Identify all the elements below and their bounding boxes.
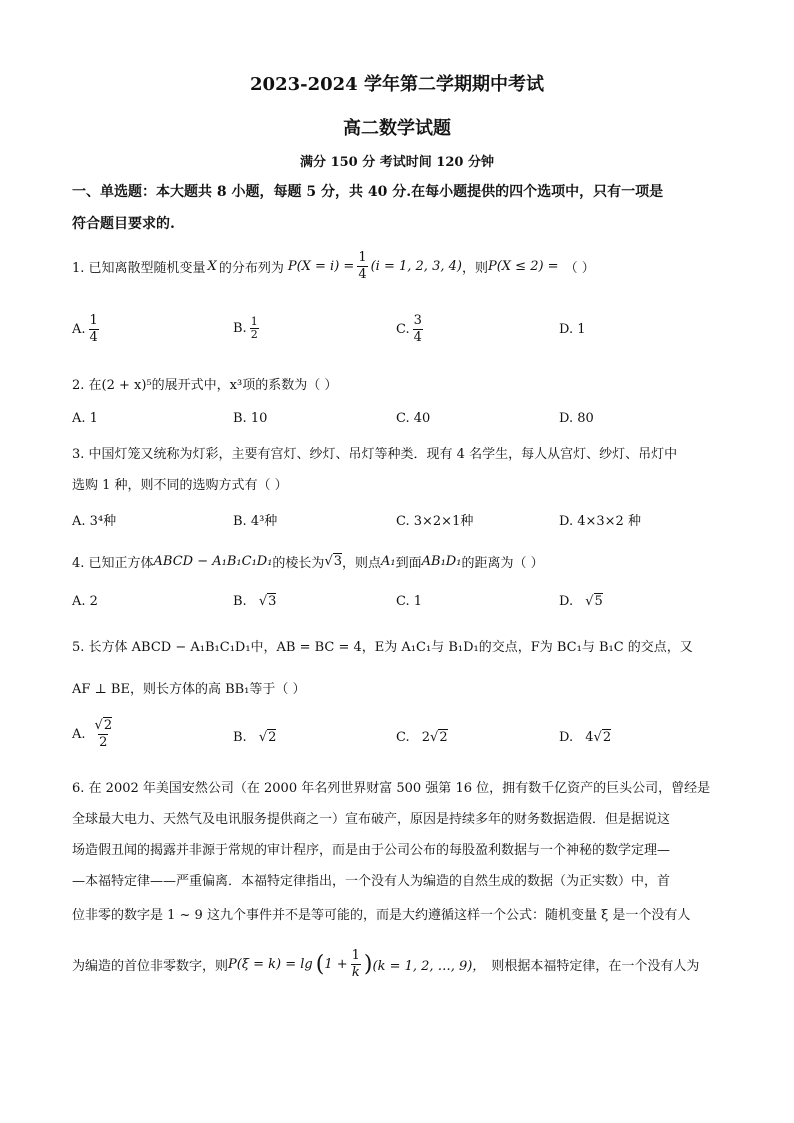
section-heading-line1: 一、单选题：本大题共 8 小题，每题 5 分，共 40 分.在每小题提供的四个选项中，只有一项是 <box>72 184 664 200</box>
q6-fraction <box>351 948 361 981</box>
q6-one-plus: 1 + <box>324 957 348 972</box>
q3-option-c[interactable]: C. 3×2×1种 <box>396 514 474 529</box>
q1-var: X <box>207 259 217 274</box>
q4-body: ABCD − A₁B₁C₁D₁ <box>153 554 273 569</box>
q6-paren-open: ( <box>315 952 325 977</box>
q5-option-c[interactable]: C. 2√2 <box>396 730 448 745</box>
question-6-line3: 场造假丑闻的揭露并非源于常规的审计程序，而是由于公司公布的每股盈利数据与一个神秘的数学定理— <box>72 843 671 858</box>
q1-option-b-num: 1 <box>250 315 258 328</box>
q6-formula: P(ξ = k) = lg <box>228 957 313 972</box>
q6-paren-close: ) <box>363 952 373 977</box>
q5-option-d-coef: 4 <box>585 730 594 745</box>
q4-text2: 的棱长为 <box>272 556 325 571</box>
q1-frac-den: 4 <box>358 267 367 282</box>
q6-line6-text-a: 为编造的首位非零数字，则 <box>72 959 229 974</box>
q4-option-d-label: D. <box>559 594 574 609</box>
q5-option-d-radicand: 2 <box>602 730 612 745</box>
exam-title: 2023-2024 学年第二学期期中考试 <box>250 74 544 95</box>
q1-option-c[interactable] <box>396 313 426 346</box>
question-3-line2: 选购 1 种，则不同的选购方式有（ ） <box>72 478 288 493</box>
q5-option-d[interactable]: D. 4√2 <box>559 730 612 745</box>
question-6-line6 <box>72 948 699 981</box>
q6-line6-text-b: 则根据本福特定律，在一个没有人为 <box>491 959 700 974</box>
q1-prefix: 1. 已知离散型随机变量 <box>72 261 206 276</box>
q4-edge-value: 3 <box>333 554 343 569</box>
q5-option-a[interactable] <box>72 718 116 751</box>
q1-ask: P(X ≤ 2) = <box>487 259 559 274</box>
q2-option-a[interactable]: A. 1 <box>72 411 98 426</box>
q2-option-b[interactable]: B. 10 <box>233 411 268 426</box>
question-1 <box>72 250 595 283</box>
exam-subtitle: 高二数学试题 <box>343 118 451 139</box>
q1-formula-right: (i = 1, 2, 3, 4) <box>370 259 462 274</box>
q4-text5: 的距离为（ ） <box>461 556 544 571</box>
q4-point: A₁ <box>381 554 396 569</box>
q5-option-a-num: 2 <box>103 718 113 733</box>
q1-formula-left: P(X = i) = <box>287 259 355 274</box>
q4-option-b[interactable]: B. √3 <box>233 594 277 609</box>
q5-option-a-frac: $\frac{√2}{2}$ <box>94 718 113 750</box>
question-5-line1: 5. 长方体 ABCD − A₁B₁C₁D₁中，AB = BC = 4，E为 A₁C₁与 B₁D₁的交点，F为 BC₁与 B₁C 的交点，又 <box>72 640 693 655</box>
q1-option-c-frac <box>413 313 423 346</box>
q6-frac-den: k <box>351 965 360 980</box>
q5-option-c-coef: 2 <box>421 730 431 745</box>
q5-option-d-label: D. <box>559 730 574 745</box>
q1-option-a[interactable] <box>72 313 102 346</box>
question-6-line1: 6. 在 2002 年美国安然公司（在 2000 年名列世界财富 500 强第 16 位，拥有数千亿资产的巨头公司，曾经是 <box>72 781 711 796</box>
q1-fraction <box>357 250 367 283</box>
q4-text1: 4. 已知正方体 <box>72 556 154 571</box>
question-3-line1: 3. 中国灯笼又统称为灯彩，主要有宫灯、纱灯、吊灯等种类．现有 4 名学生，每人从宫灯、纱灯、吊灯中 <box>72 447 678 462</box>
question-6-line4: —本福特定律——严重偏离．本福特定律指出，一个没有人为编造的自然生成的数据（为正实数）中，首 <box>72 874 671 889</box>
q4-option-d[interactable]: D. √5 <box>559 594 603 609</box>
q4-edge: √3 <box>324 554 343 569</box>
q1-option-c-num: 3 <box>413 313 422 328</box>
question-6-line2: 全球最大电力、天然气及电讯服务提供商之一）宣布破产，原因是持续多年的财务数据造假．但是据说这 <box>72 812 671 827</box>
question-4 <box>72 552 544 571</box>
q1-frac-num: 1 <box>358 250 367 265</box>
q6-frac-num: 1 <box>351 948 360 963</box>
q3-option-d[interactable]: D. 4×3×2 种 <box>559 514 641 529</box>
q1-option-b-label: B. <box>233 321 247 336</box>
q3-option-a[interactable]: A. 3⁴种 <box>72 514 117 529</box>
q5-option-c-radicand: 2 <box>439 730 448 745</box>
q4-option-c[interactable]: C. 1 <box>396 594 423 609</box>
q4-option-a[interactable]: A. 2 <box>72 594 98 609</box>
q4-text4: 到面 <box>395 556 422 571</box>
q4-option-b-label: B. <box>233 594 247 609</box>
q1-option-b-den: 2 <box>250 328 258 341</box>
q5-option-c-label: C. <box>396 730 410 745</box>
question-6-line5: 位非零的数字是 1 ~ 9 这九个事件并不是等可能的，而是大约遵循这样一个公式：随机变量 ξ 是一个没有人 <box>72 908 691 923</box>
q1-option-a-den: 4 <box>89 330 98 345</box>
q1-option-a-label: A. <box>72 322 86 337</box>
q3-option-b[interactable]: B. 4³种 <box>233 514 278 529</box>
q1-option-b[interactable] <box>233 316 262 341</box>
q2-option-c[interactable]: C. 40 <box>396 411 431 426</box>
exam-meta: 满分 150 分 考试时间 120 分钟 <box>300 155 494 170</box>
q2-option-d[interactable]: D. 80 <box>559 411 594 426</box>
q4-option-d-radicand: 5 <box>594 594 603 609</box>
q5-option-b[interactable]: B. √2 <box>233 730 277 745</box>
q1-option-a-num: 1 <box>89 313 98 328</box>
q1-blank: （ ） <box>564 261 595 276</box>
q4-plane: AB₁D₁ <box>421 554 462 569</box>
q5-option-b-radicand: 2 <box>268 730 277 745</box>
question-5-line2: AF ⊥ BE，则长方体的高 BB₁等于（ ） <box>72 682 306 697</box>
q1-then: ，则 <box>461 261 488 276</box>
q5-option-a-den: 2 <box>99 735 108 750</box>
q1-mid: 的分布列为 <box>218 261 284 276</box>
q5-option-a-label: A. <box>72 727 86 742</box>
q4-text3: ，则点 <box>342 556 382 571</box>
q1-option-d[interactable]: D. 1 <box>559 322 586 337</box>
q6-range: (k = 1, 2, …, 9)， <box>372 959 486 974</box>
q1-option-c-den: 4 <box>413 330 422 345</box>
q1-option-b-frac <box>250 316 259 341</box>
question-2: 2. 在(2 + x)⁵的展开式中，x³项的系数为（ ） <box>72 378 338 393</box>
section-heading-line2: 符合题目要求的. <box>72 216 175 232</box>
q1-option-a-frac <box>89 313 99 346</box>
q1-option-c-label: C. <box>396 322 410 337</box>
q4-option-b-radicand: 3 <box>268 594 277 609</box>
q5-option-b-label: B. <box>233 730 247 745</box>
